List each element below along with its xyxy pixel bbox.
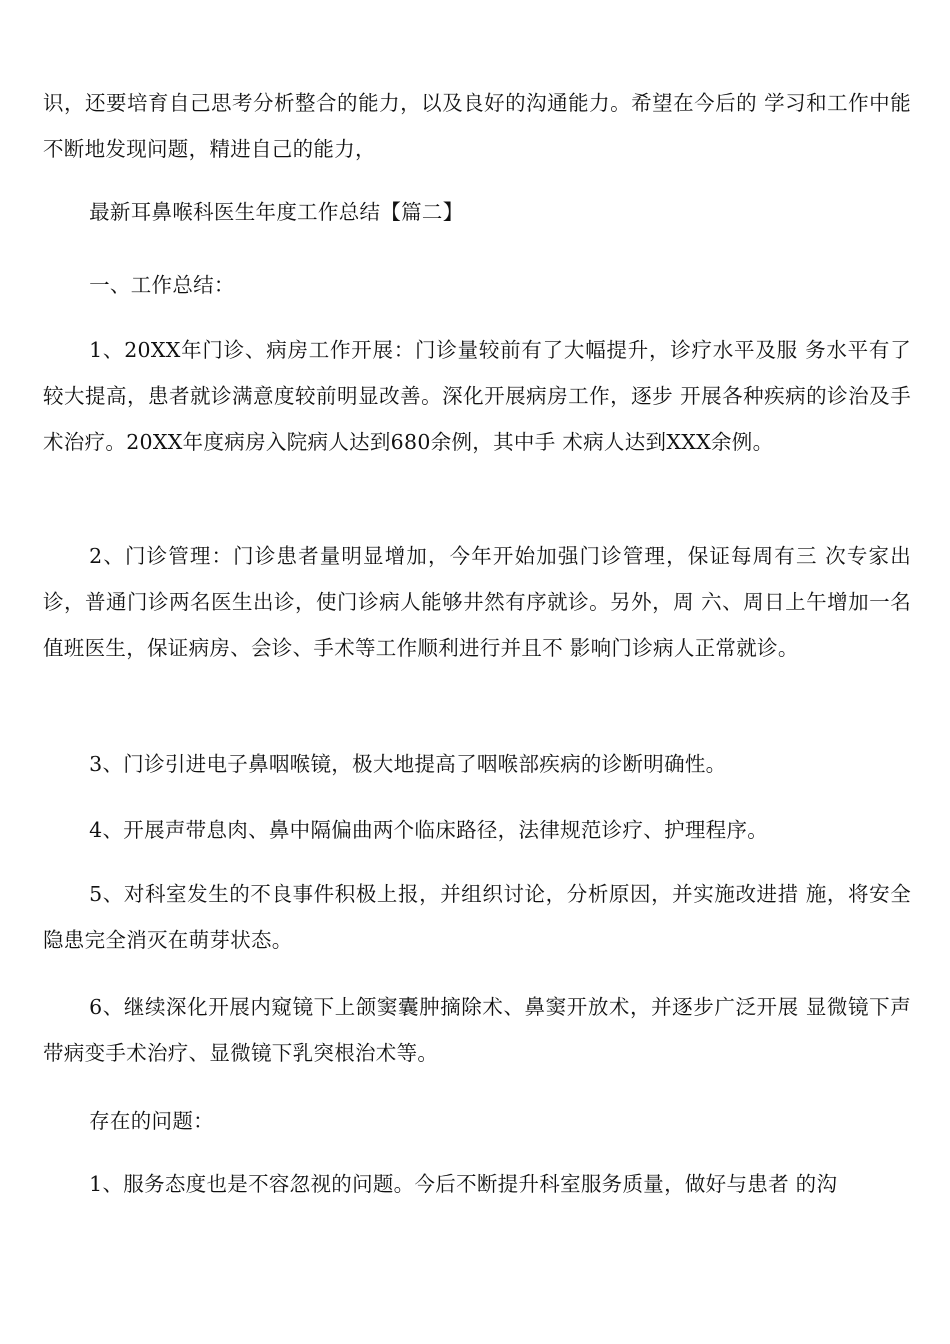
paragraph-item-2: 2、门诊管理：门诊患者量明显增加，今年开始加强门诊管理，保证每周有三 次专家出诊，普通门诊两名医生出诊，使门诊病人能够井然有序就诊。另外，周 六、周日上午增加一名值班医生，保证病房、会诊、手术等工作顺利进行并且不 影响门诊病人正常就诊。 (43, 544, 911, 660)
paragraph-item-5: 5、对科室发生的不良事件积极上报，并组织讨论，分析原因，并实施改进措 施，将安全隐患完全消灭在萌芽状态。 (43, 882, 911, 952)
paragraph-item-3: 3、门诊引进电子鼻咽喉镜，极大地提高了咽喉部疾病的诊断明确性。 (89, 752, 727, 776)
paragraph-continuation: 识，还要培育自己思考分析整合的能力，以及良好的沟通能力。希望在今后的 学习和工作中能不断地发现问题，精进自己的能力， (43, 91, 911, 161)
paragraph-issue-1: 1、服务态度也是不容忽视的问题。今后不断提升科室服务质量，做好与患者 的沟 (89, 1172, 838, 1196)
paragraph-item-1: 1、20XX年门诊、病房工作开展：门诊量较前有了大幅提升，诊疗水平及服 务水平有了较大提高，患者就诊满意度较前明显改善。深化开展病房工作，逐步 开展各种疾病的诊治及手术治疗。20XX年度病房入院病人达到680余例，其中手 术病人达到XXX余例。 (43, 338, 911, 454)
subheading-issues: 存在的问题： (89, 1109, 214, 1133)
paragraph-item-6: 6、继续深化开展内窥镜下上颌窦囊肿摘除术、鼻窦开放术，并逐步广泛开展 显微镜下声带病变手术治疗、显微镜下乳突根治术等。 (43, 995, 911, 1065)
section-title: 最新耳鼻喉科医生年度工作总结【篇二】 (89, 200, 464, 224)
section-heading: 一、工作总结： (89, 273, 235, 297)
paragraph-item-4: 4、开展声带息肉、鼻中隔偏曲两个临床路径，法律规范诊疗、护理程序。 (89, 818, 769, 842)
